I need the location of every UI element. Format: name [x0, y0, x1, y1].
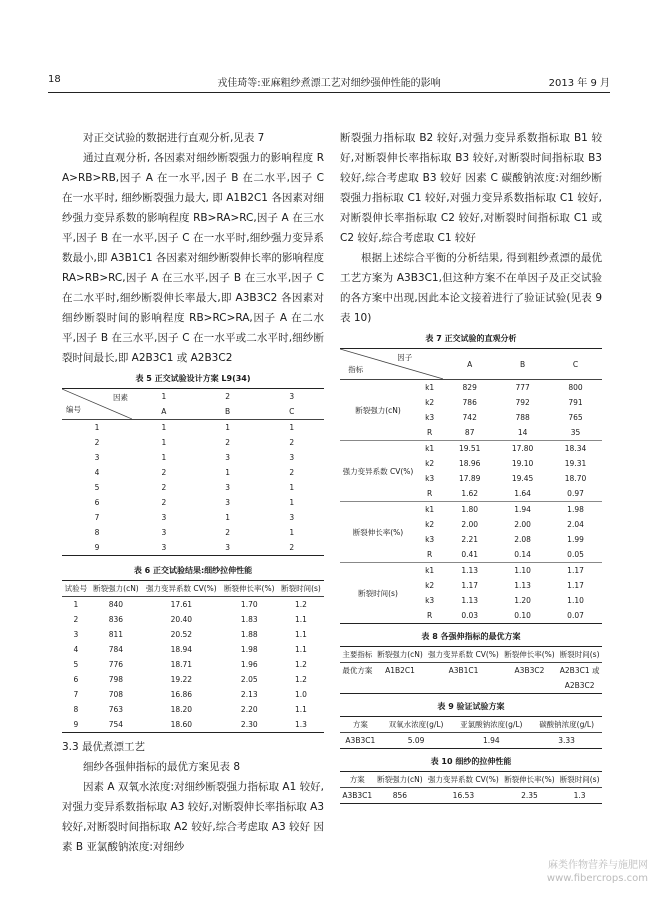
table-row — [62, 657, 324, 672]
table7-level: k2 — [425, 581, 435, 590]
table7-cell: 1.64 — [514, 489, 531, 498]
table6-cell: 1.96 — [240, 660, 258, 669]
table7-cell: 19.31 — [564, 459, 587, 468]
table9 — [340, 716, 602, 749]
table5-cell: 1 — [161, 438, 167, 447]
table7-cell: 35 — [570, 428, 581, 437]
table7-level: k1 — [416, 441, 443, 457]
table7-level: k2 — [425, 459, 435, 468]
table5-cell: 3 — [225, 543, 230, 552]
table6-cell: 17.61 — [170, 600, 193, 609]
table5-cell: 1 — [161, 453, 167, 462]
table6-cell: 4 — [73, 645, 79, 654]
table7 — [340, 348, 602, 624]
table7-level: R — [427, 611, 433, 620]
table7-caption: 表 7 正交试验的直观分析 — [425, 334, 517, 343]
table8-header: 断裂伸长率(%) — [504, 650, 555, 659]
table5-cell: 3 — [94, 453, 100, 462]
table7-cell: 0.14 — [514, 550, 531, 559]
table9-header: 方案 — [352, 720, 368, 729]
table5-colnum: 2 — [225, 392, 230, 401]
table5-cell: 3 — [225, 498, 230, 507]
table8-header: 断裂时间(s) — [559, 650, 600, 659]
table6-caption: 表 6 正交试验结果:细纱拉伸性能 — [133, 566, 253, 575]
table8-header: 断裂强力(cN) — [377, 650, 423, 659]
table-row — [62, 495, 324, 510]
table7-group-label: 强力变异系数 CV(%) — [340, 441, 416, 502]
table6-cell: 1.98 — [240, 645, 258, 654]
table7-cell: 788 — [515, 413, 530, 422]
table5-cell: 5 — [94, 483, 100, 492]
table5-cell: 2 — [225, 528, 230, 537]
table5-cell: 1 — [289, 483, 295, 492]
table5-cell: 8 — [94, 528, 100, 537]
table5-cell: 1 — [94, 423, 100, 432]
table5-cell: 6 — [94, 498, 100, 507]
table-row — [62, 627, 324, 642]
table6-cell: 16.86 — [170, 690, 193, 699]
page-number: 18 — [48, 74, 61, 85]
table-row — [340, 380, 602, 396]
table9-cell: 1.94 — [482, 736, 500, 745]
table7-cell: 1.17 — [567, 581, 584, 590]
table6-cell: 754 — [108, 720, 124, 729]
table6-cell: 2.20 — [240, 705, 258, 714]
table7-cell: 0.03 — [461, 611, 479, 620]
table7-cell: 2.00 — [514, 520, 531, 529]
table6-header: 试验号 — [64, 584, 88, 593]
table9-cell: 5.09 — [407, 736, 425, 745]
table7-cell: 17.89 — [458, 474, 481, 483]
table5-cell: 2 — [289, 468, 295, 477]
table7-cell: 1.94 — [496, 502, 549, 518]
table5-cell: 2 — [161, 498, 167, 507]
right-column — [340, 128, 602, 804]
paragraph-table8-ref: 细纱各强伸指标的最优方案见表 8 — [83, 761, 241, 773]
table5-cell: 1 — [161, 423, 167, 432]
table5-caption: 表 5 正交试验设计方案 L9(34) — [135, 374, 251, 383]
table5-corner-top: 因素 — [113, 393, 128, 402]
table-row — [62, 510, 324, 525]
table-row — [62, 540, 324, 556]
table5-corner-bottom: 编号 — [66, 405, 81, 414]
header-rule — [48, 92, 610, 93]
table-row — [340, 563, 602, 579]
table6-header: 强力变异系数 CV(%) — [145, 584, 217, 593]
table5-cell: 3 — [161, 543, 167, 552]
table7-cell: 777 — [515, 383, 530, 392]
table7-cell: 0.07 — [567, 611, 584, 620]
table5-cell: 2 — [289, 438, 295, 447]
table8-cell: A3B1C1 — [448, 666, 479, 675]
table8-row-label: 最优方案 — [342, 666, 373, 675]
table8-cell-extra: A2B3C2 — [564, 681, 595, 690]
table7-cell: 14 — [517, 428, 528, 437]
table6-cell: 811 — [108, 630, 124, 639]
table6-cell: 1 — [73, 600, 79, 609]
table7-cell: 17.80 — [496, 441, 549, 457]
table6-cell: 1.70 — [240, 600, 258, 609]
table6-cell: 20.40 — [170, 615, 193, 624]
table7-colhead: C — [572, 359, 579, 369]
paragraph-conclusion: 根据上述综合平衡的分析结果, 得到粗纱煮漂的最优工艺方案为 A3B3C1,但这种方案不在单因子及正交试验的各方案中出现,因此本论文接着进行了验证试验(见表 9 表 10) — [340, 252, 602, 324]
table7-cell: 18.96 — [458, 459, 481, 468]
table-row — [340, 502, 602, 518]
table6-cell: 1.0 — [294, 690, 307, 699]
table5-cell: 1 — [225, 468, 230, 477]
table6-cell: 1.83 — [240, 615, 258, 624]
table8-cell: A1B2C1 — [385, 666, 415, 675]
paragraph-factor-a: 因素 A 双氧水浓度:对细纱断裂强力指标取 A1 较好,对强力变异系数指标取 A3 较好,对断裂伸长率指标取 A3 较好,对断裂时间指标取 A2 较好,综合考虑取 A3 较好 因素 B 亚氯酸钠浓度:对细纱 — [62, 781, 324, 853]
table6-cell: 8 — [73, 705, 79, 714]
table5-cell: 1 — [289, 528, 295, 537]
table6-cell: 19.22 — [170, 675, 193, 684]
table10-cell: 2.35 — [521, 791, 538, 800]
table8-caption: 表 8 各强伸指标的最优方案 — [421, 632, 521, 641]
table6-cell: 763 — [108, 705, 124, 714]
table5-cell: 3 — [225, 483, 230, 492]
table8 — [340, 646, 602, 694]
table10 — [340, 771, 602, 804]
table6-cell: 18.94 — [170, 645, 193, 654]
watermark-line2: www.fibercrops.com — [546, 873, 648, 884]
paragraph-analysis: 通过直观分析, 各因素对细纱断裂强力的影响程度 RA>RB>RB,因子 A 在一水平,因子 B 在二水平,因子 C 在一水平时, 细纱断裂强力最大, 即 A1B2C1 各因素对细纱强力变异系数的影响程度 RB>RA>RC,因子 A 在三水平,因子 B 在一水平,因子 C 在一水平时,细纱强力变异系数最小,即 A3B1C1 各因素对细纱断裂伸长率的影响程度 RA>RB>RC,因子 A 在三水平,因子 B 在三水平,因子 C 在二水平时,细纱断裂伸长率最大,即 A3B3C2 各因素对细纱断裂时间的影响程度 RB>RC>RA,因子 A 在二水平,因子 B 在三水平,因子 C 在一水平或二水平时,细纱断裂时间最长,即 A2B3C1 或 A2B3C2 — [62, 152, 324, 364]
table-row — [62, 672, 324, 687]
table7-cell: 19.51 — [443, 441, 496, 457]
table6-cell: 20.52 — [170, 630, 193, 639]
table7-cell: 19.45 — [511, 474, 534, 483]
table6-header: 断裂时间(s) — [281, 584, 321, 593]
paragraph-factor-bc: 断裂强力指标取 B2 较好,对强力变异系数指标取 B1 较好,对断裂伸长率指标取 B3 较好,对断裂时间指标取 B3 较好,综合考虑取 B3 较好 因素 C 碳酸钠浓度:对细纱断裂强力指标取 C1 较好,对强力变异系数指标取 C1 较好,对断裂伸长率指标取 C2 较好,对断裂时间指标取 C1 或 C2 较好,综合考虑取 C1 较好 — [340, 132, 602, 244]
table7-level: k3 — [425, 413, 435, 422]
table7-cell: 1.10 — [567, 596, 584, 605]
table6-cell: 2 — [73, 615, 79, 624]
table10-cell: 1.3 — [573, 791, 586, 800]
table7-group-label: 断裂强力(cN) — [355, 405, 401, 415]
table-row — [62, 597, 324, 613]
left-column — [62, 128, 324, 857]
table9-cell: 3.33 — [558, 736, 575, 745]
table7-cell: 1.13 — [461, 596, 479, 605]
table9-header: 碳酸钠浓度(g/L) — [539, 720, 595, 729]
table7-cell: 19.10 — [511, 459, 534, 468]
table5-colnum: 3 — [289, 392, 295, 401]
table7-level: R — [427, 428, 433, 437]
table5-colnum: 1 — [161, 392, 167, 401]
table5-cell: 2 — [161, 468, 167, 477]
table5-colletter: B — [225, 407, 231, 416]
table10-caption: 表 10 细纱的拉伸性能 — [430, 757, 512, 766]
watermark-line1: 麻类作物营养与施肥网 — [548, 860, 648, 871]
table6-header: 断裂伸长率(%) — [224, 584, 275, 593]
table6-cell: 18.60 — [170, 720, 193, 729]
table7-cell: 0.97 — [567, 489, 584, 498]
table5-cell: 9 — [94, 543, 100, 552]
table5-colletter: C — [289, 407, 295, 416]
table-row — [62, 612, 324, 627]
table6-cell: 1.88 — [240, 630, 258, 639]
issue-date: 2013 年 9 月 — [548, 78, 610, 89]
table7-level: k3 — [425, 535, 435, 544]
table-row — [62, 450, 324, 465]
table7-cell: 1.13 — [514, 581, 531, 590]
table7-group-label: 断裂伸长率(%) — [340, 502, 416, 563]
table7-cell: 0.10 — [514, 611, 531, 620]
table6-cell: 1.2 — [294, 600, 307, 609]
table7-level: k1 — [416, 563, 443, 579]
table10-cell: A3B3C1 — [342, 791, 373, 800]
table8-header: 强力变异系数 CV(%) — [428, 650, 499, 659]
table5-cell: 2 — [94, 438, 100, 447]
table6-cell: 1.2 — [294, 675, 307, 684]
table7-cell: 2.21 — [461, 535, 479, 544]
table7-group-label: 断裂时间(s) — [340, 563, 416, 624]
table5-corner — [62, 389, 132, 420]
table9-cell: A3B3C1 — [345, 736, 376, 745]
table6-cell: 5 — [73, 660, 79, 669]
table10-cell: 16.53 — [452, 791, 475, 800]
table7-cell: 1.98 — [549, 502, 602, 518]
table6-cell: 18.71 — [170, 660, 193, 669]
table-row — [340, 441, 602, 457]
table10-header: 断裂时间(s) — [559, 775, 600, 784]
table5-cell: 2 — [225, 438, 230, 447]
watermark — [547, 859, 648, 885]
table6 — [62, 580, 324, 733]
section-title: 3.3 最优煮漂工艺 — [62, 741, 146, 753]
table6-cell: 7 — [73, 690, 79, 699]
table8-header: 主要指标 — [342, 650, 373, 659]
table7-level: k3 — [425, 596, 435, 605]
table6-cell: 784 — [108, 645, 124, 654]
table7-level: R — [427, 550, 433, 559]
table5-cell: 2 — [161, 483, 167, 492]
table5-cell: 3 — [161, 513, 167, 522]
table7-corner — [340, 349, 443, 380]
table9-header: 亚氯酸钠浓度(g/L) — [460, 720, 523, 729]
table-row — [62, 642, 324, 657]
table6-cell: 2.05 — [240, 675, 258, 684]
table7-cell: 87 — [464, 428, 475, 437]
table7-cell: 829 — [462, 383, 477, 392]
table6-cell: 1.2 — [294, 660, 307, 669]
table7-cell: 1.10 — [496, 563, 549, 579]
table7-cell: 18.70 — [564, 474, 587, 483]
table7-cell: 2.08 — [514, 535, 531, 544]
table5-cell: 3 — [161, 528, 167, 537]
table10-header: 方案 — [349, 775, 365, 784]
table8-cell: A2B3C1 或 — [559, 666, 600, 675]
table7-cell: 792 — [515, 398, 530, 407]
table7-level: k1 — [425, 383, 435, 392]
table7-cell: 1.62 — [461, 489, 479, 498]
table7-corner-bottom: 指标 — [348, 365, 364, 374]
table6-cell: 840 — [108, 600, 124, 609]
table-row — [62, 465, 324, 480]
table6-cell: 3 — [73, 630, 79, 639]
table6-cell: 18.20 — [170, 705, 193, 714]
table6-cell: 1.3 — [294, 720, 307, 729]
table6-cell: 1.1 — [294, 630, 307, 639]
table7-cell: 1.99 — [567, 535, 584, 544]
table5-cell: 3 — [289, 453, 295, 462]
table5-cell: 3 — [225, 453, 230, 462]
table10-header: 断裂强力(cN) — [377, 775, 423, 784]
table7-cell: 800 — [568, 383, 583, 392]
table7-level: R — [427, 489, 433, 498]
table7-colhead: B — [520, 359, 526, 369]
table6-cell: 1.1 — [294, 615, 307, 624]
table5-cell: 7 — [94, 513, 100, 522]
table-row — [62, 480, 324, 495]
table6-cell: 798 — [108, 675, 124, 684]
table5-cell: 1 — [289, 423, 295, 432]
table7-corner-top: 因子 — [397, 353, 413, 362]
table7-cell: 1.13 — [443, 563, 496, 579]
table5-cell: 1 — [289, 498, 295, 507]
table5-cell: 1 — [225, 513, 230, 522]
table-row — [62, 525, 324, 540]
table6-cell: 1.1 — [294, 705, 307, 714]
table-row — [62, 717, 324, 733]
table5-cell: 4 — [94, 468, 100, 477]
table7-cell: 2.04 — [567, 520, 584, 529]
table5-cell: 1 — [225, 423, 230, 432]
table5 — [62, 388, 324, 556]
table-row — [62, 687, 324, 702]
table8-cell: A3B3C2 — [514, 666, 545, 675]
table7-cell: 765 — [568, 413, 583, 422]
table6-cell: 2.30 — [240, 720, 258, 729]
table6-cell: 2.13 — [240, 690, 258, 699]
table5-colletter: A — [161, 407, 167, 416]
table7-cell: 742 — [462, 413, 477, 422]
table10-cell: 856 — [392, 791, 408, 800]
table7-cell: 0.05 — [567, 550, 584, 559]
table6-header: 断裂强力(cN) — [93, 584, 139, 593]
table7-level: k2 — [425, 398, 435, 407]
table9-caption: 表 9 验证试验方案 — [437, 702, 505, 711]
paragraph-intro: 对正交试验的数据进行直观分析,见表 7 — [83, 132, 265, 144]
table-row — [62, 435, 324, 450]
running-header — [48, 74, 610, 92]
table10-header: 断裂伸长率(%) — [504, 775, 555, 784]
table6-cell: 836 — [108, 615, 124, 624]
table7-cell: 2.00 — [461, 520, 479, 529]
table-row — [62, 702, 324, 717]
table9-header: 双氧水浓度(g/L) — [388, 720, 444, 729]
table7-cell: 1.17 — [549, 563, 602, 579]
table7-cell: 18.34 — [549, 441, 602, 457]
table6-cell: 1.1 — [294, 645, 307, 654]
table7-level: k3 — [425, 474, 435, 483]
table6-cell: 6 — [73, 675, 79, 684]
table5-cell: 2 — [289, 543, 295, 552]
table10-header: 强力变异系数 CV(%) — [428, 775, 499, 784]
table-row — [62, 420, 324, 436]
table6-cell: 708 — [108, 690, 124, 699]
table7-cell: 1.17 — [461, 581, 479, 590]
running-title: 戎佳琦等:亚麻粗纱煮漂工艺对细纱强伸性能的影响 — [217, 78, 441, 89]
table7-level: k2 — [425, 520, 435, 529]
table7-cell: 0.41 — [461, 550, 479, 559]
table5-cell: 3 — [289, 513, 295, 522]
table7-cell: 1.80 — [443, 502, 496, 518]
table6-cell: 9 — [73, 720, 79, 729]
table7-colhead: A — [467, 359, 473, 369]
table7-cell: 1.20 — [514, 596, 531, 605]
table7-cell: 786 — [462, 398, 477, 407]
table6-cell: 776 — [108, 660, 124, 669]
table7-level: k1 — [416, 502, 443, 518]
table7-cell: 791 — [568, 398, 583, 407]
